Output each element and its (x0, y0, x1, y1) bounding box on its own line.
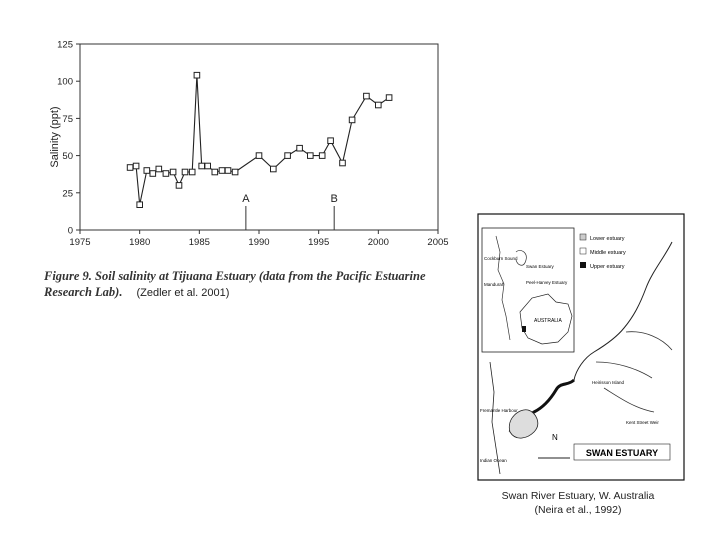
data-point (189, 169, 195, 175)
data-point (205, 163, 211, 169)
swan-estuary-map (476, 212, 686, 482)
y-axis-label: Salinity (ppt) (49, 106, 61, 168)
data-point (271, 166, 277, 172)
x-tick-label: 2005 (427, 237, 449, 248)
salinity-series-line (130, 75, 389, 205)
y-tick-label: 75 (62, 113, 73, 125)
x-tick-label: 1985 (188, 237, 210, 248)
legend-upper-label: Upper estuary (590, 264, 625, 270)
salinity-markers (127, 72, 392, 207)
label-kent-street: Kent Street Weir (626, 420, 659, 425)
study-area-marker (522, 326, 526, 332)
data-point (285, 153, 291, 159)
plot-area (80, 44, 438, 230)
data-point (137, 202, 143, 208)
data-point (340, 160, 346, 166)
data-point (328, 138, 334, 144)
data-point (386, 95, 392, 101)
x-axis (69, 230, 448, 248)
data-point (150, 171, 156, 177)
data-point (212, 169, 218, 175)
map-caption: Swan River Estuary, W. Australia (Neira et al., 1992) (501, 490, 655, 516)
data-point (163, 171, 169, 177)
data-point (182, 169, 188, 175)
inset-label-peel: Peel-Harvey Estuary (526, 280, 568, 285)
chart-caption (44, 268, 464, 301)
data-point (376, 102, 382, 108)
data-point (308, 153, 314, 159)
label-heirisson: Heirisson Island (592, 380, 625, 385)
data-point (364, 93, 370, 99)
inset-label-cockburn: Cockburn Sound (484, 256, 518, 261)
data-point (219, 168, 225, 174)
north-arrow: N (552, 433, 558, 442)
x-tick-label: 1975 (69, 237, 91, 248)
figure-caption: Figure 9. Soil salinity at Tijuana Estuary (data from the Pacific Estuarine Research Lab). (44, 269, 426, 299)
legend-middle-label: Middle estuary (590, 250, 626, 256)
data-point (194, 72, 200, 78)
x-tick-label: 1995 (308, 237, 330, 248)
annotations (242, 193, 338, 230)
data-point (176, 183, 182, 189)
data-point (133, 163, 139, 169)
x-tick-label: 1980 (129, 237, 151, 248)
label-indian-ocean: Indian Ocean (480, 458, 507, 463)
inset-label-australia: AUSTRALIA (534, 318, 562, 324)
map-title: SWAN ESTUARY (585, 448, 659, 458)
data-point (144, 168, 150, 174)
legend-lower-swatch (580, 234, 586, 240)
data-point (225, 168, 231, 174)
y-tick-label: 50 (62, 151, 73, 163)
annotation-label-a: A (242, 193, 250, 205)
data-point (319, 153, 325, 159)
legend-middle-swatch (580, 248, 586, 254)
legend-upper-swatch (580, 262, 586, 268)
salinity-chart (40, 32, 449, 256)
y-tick-label: 100 (57, 76, 73, 88)
legend-lower-label: Lower estuary (590, 236, 625, 242)
data-point (256, 153, 262, 159)
inset-label-swan: Swan Estuary (526, 264, 554, 269)
data-point (156, 166, 162, 172)
chart-citation: (Zedler et al. 2001) (136, 287, 230, 299)
data-point (297, 145, 303, 151)
data-point (127, 165, 133, 171)
map-svg (476, 212, 686, 482)
data-point (199, 163, 205, 169)
data-point (232, 169, 238, 175)
y-tick-label: 25 (62, 188, 73, 200)
data-point (349, 117, 355, 123)
data-point (170, 169, 176, 175)
x-tick-label: 2000 (367, 237, 389, 248)
y-tick-label: 0 (67, 225, 73, 237)
salinity-chart-svg (40, 32, 449, 256)
x-tick-label: 1990 (248, 237, 270, 248)
label-fremantle: Fremantle Harbour (480, 408, 518, 413)
annotation-label-b: B (330, 193, 338, 205)
y-tick-label: 125 (57, 39, 73, 51)
inset-label-mandurah: Mandurah (484, 282, 505, 287)
